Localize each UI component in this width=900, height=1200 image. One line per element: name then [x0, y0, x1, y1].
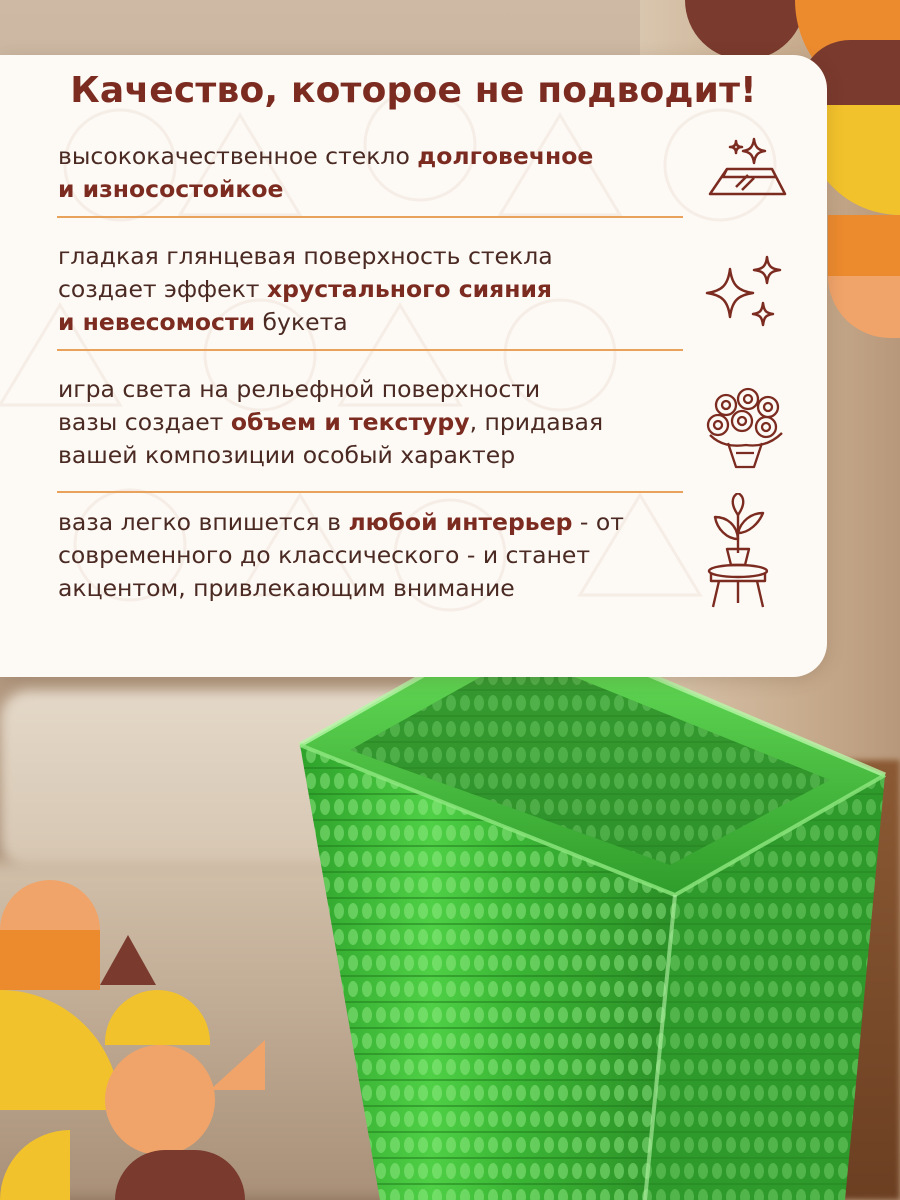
divider [57, 349, 683, 351]
feature-text-run: современного до классического - и станет [58, 541, 591, 569]
feature-line [58, 306, 678, 339]
feature-text-run: букета [255, 308, 348, 336]
feature-highlight: и невесомости [58, 308, 256, 336]
feature-text [58, 373, 678, 472]
decor-shape [210, 1040, 265, 1090]
feature-text-run: , придавая [469, 408, 604, 436]
feature-text-run: вашей композиции особый характер [58, 441, 516, 469]
feature-text-run: игра света на рельефной поверхности [58, 375, 541, 403]
feature-highlight: долговечное [417, 142, 594, 170]
green-glass-vase [290, 615, 890, 1200]
feature-line [58, 173, 678, 206]
feature-text [58, 240, 678, 339]
feature-line [58, 539, 678, 572]
divider [57, 491, 683, 493]
feature-text-run: высококачественное стекло [58, 142, 418, 170]
feature-text-run: вазы создает [58, 408, 231, 436]
sparkles-icon [705, 255, 785, 335]
info-card [0, 55, 827, 677]
feature-line [58, 373, 678, 406]
plant-on-table-icon [705, 493, 771, 609]
feature-line [58, 406, 678, 439]
feature-line [58, 140, 678, 173]
decor-shape [100, 935, 156, 985]
feature-line [58, 240, 678, 273]
page-title: Качество, которое не подводит! [70, 70, 757, 111]
feature-text-run: ваза легко впишется в [58, 508, 349, 536]
divider [57, 216, 683, 218]
feature-line [58, 572, 678, 605]
glass-sparkle-icon [702, 137, 792, 207]
decor-shape [828, 215, 900, 277]
feature-text-run: создает эффект [58, 275, 267, 303]
feature-text-run: - от [572, 508, 624, 536]
feature-highlight: любой интерьер [348, 508, 573, 536]
feature-text-run: акцентом, привлекающим внимание [58, 574, 515, 602]
bouquet-icon [702, 385, 790, 471]
feature-text [58, 506, 678, 605]
feature-line [58, 273, 678, 306]
feature-highlight: хрустального сияния [266, 275, 552, 303]
feature-highlight: и износостойкое [58, 175, 284, 203]
decor-shape [105, 1045, 215, 1155]
feature-text-run: гладкая глянцевая поверхность стекла [58, 242, 553, 270]
decor-shape [0, 930, 100, 990]
feature-line [58, 439, 678, 472]
feature-line [58, 506, 678, 539]
feature-text [58, 140, 678, 206]
feature-highlight: объем и текстуру [230, 408, 470, 436]
